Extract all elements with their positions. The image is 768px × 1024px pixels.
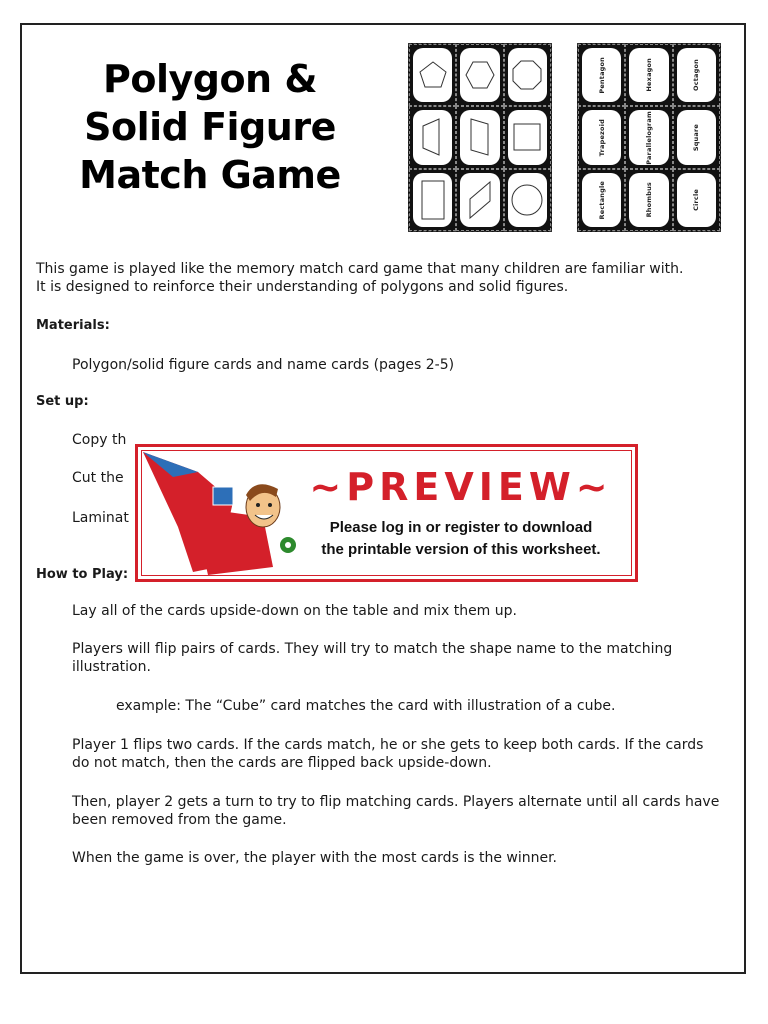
- parallelogram-icon: [462, 114, 498, 160]
- name-card-label: Octagon: [692, 59, 701, 92]
- name-card-label: Square: [692, 123, 701, 152]
- rectangle-icon: [415, 177, 451, 223]
- name-card-label: Parallelogram: [644, 110, 653, 165]
- shape-card: [504, 106, 551, 168]
- name-card: [673, 106, 720, 168]
- square-icon: [509, 114, 545, 160]
- play-step-2-line-1: Players will flip pairs of cards. They will try to match the shape name to the matching: [72, 641, 673, 657]
- preview-title: ~PREVIEW~: [309, 465, 613, 509]
- name-card: [625, 44, 672, 106]
- trapezoid-icon: [415, 114, 451, 160]
- page-title: [60, 55, 360, 199]
- setup-heading: Set up:: [36, 394, 89, 409]
- name-card: [578, 44, 625, 106]
- name-card: [673, 44, 720, 106]
- play-step-4-line-2: been removed from the game.: [72, 812, 287, 828]
- name-card: [673, 169, 720, 231]
- play-step-3-line-1: Player 1 flips two cards. If the cards match, he or she gets to keep both cards. If the cards: [72, 737, 704, 753]
- materials-heading: Materials:: [36, 318, 110, 333]
- how-to-play-heading: How to Play:: [36, 567, 129, 582]
- name-card: [625, 106, 672, 168]
- shape-card: [504, 169, 551, 231]
- shape-card: [409, 106, 456, 168]
- name-card-label: Pentagon: [597, 56, 606, 94]
- preview-message-line-2: the printable version of this worksheet.: [321, 541, 601, 558]
- name-card-label: Trapezoid: [597, 118, 606, 157]
- superhero-mascot-icon: [138, 447, 308, 585]
- shape-card: [504, 44, 551, 106]
- shape-card-grid: [408, 43, 552, 232]
- play-step-2-line-2: illustration.: [72, 659, 151, 675]
- shape-card: [456, 44, 503, 106]
- setup-step-3: Laminat: [72, 510, 129, 526]
- play-step-3-line-2: do not match, then the cards are flipped back upside-down.: [72, 755, 492, 771]
- name-card: [625, 169, 672, 231]
- intro-line-1: This game is played like the memory match card game that many children are familiar with.: [36, 261, 684, 277]
- name-card-label: Rhombus: [644, 182, 653, 218]
- title-line-2: Solid Figure: [84, 105, 336, 149]
- play-step-1: Lay all of the cards upside-down on the table and mix them up.: [72, 603, 517, 619]
- play-step-5: When the game is over, the player with the most cards is the winner.: [72, 850, 557, 866]
- name-card: [578, 106, 625, 168]
- preview-message-line-1: Please log in or register to download: [329, 519, 593, 536]
- hexagon-icon: [462, 52, 498, 98]
- name-card-grid: [577, 43, 721, 232]
- preview-banner: [135, 444, 638, 582]
- play-example: example: The “Cube” card matches the card with illustration of a cube.: [116, 698, 616, 714]
- pentagon-icon: [415, 52, 451, 98]
- name-card-label: Circle: [692, 188, 701, 211]
- intro-line-2: It is designed to reinforce their understanding of polygons and solid figures.: [36, 279, 569, 295]
- rhombus-icon: [462, 177, 498, 223]
- setup-step-2: Cut the: [72, 470, 124, 486]
- name-card-label: Hexagon: [644, 58, 653, 92]
- shape-card: [409, 44, 456, 106]
- name-card-label: Rectangle: [597, 180, 606, 220]
- setup-step-1: Copy th: [72, 432, 127, 448]
- materials-text: Polygon/solid figure cards and name cards (pages 2-5): [72, 357, 455, 373]
- title-line-1: Polygon &: [103, 57, 317, 101]
- circle-icon: [509, 177, 545, 223]
- shape-card: [456, 169, 503, 231]
- play-step-4-line-1: Then, player 2 gets a turn to try to flip matching cards. Players alternate until all cards have: [72, 794, 720, 810]
- shape-card: [456, 106, 503, 168]
- name-card: [578, 169, 625, 231]
- octagon-icon: [509, 52, 545, 98]
- title-line-3: Match Game: [79, 153, 341, 197]
- shape-card: [409, 169, 456, 231]
